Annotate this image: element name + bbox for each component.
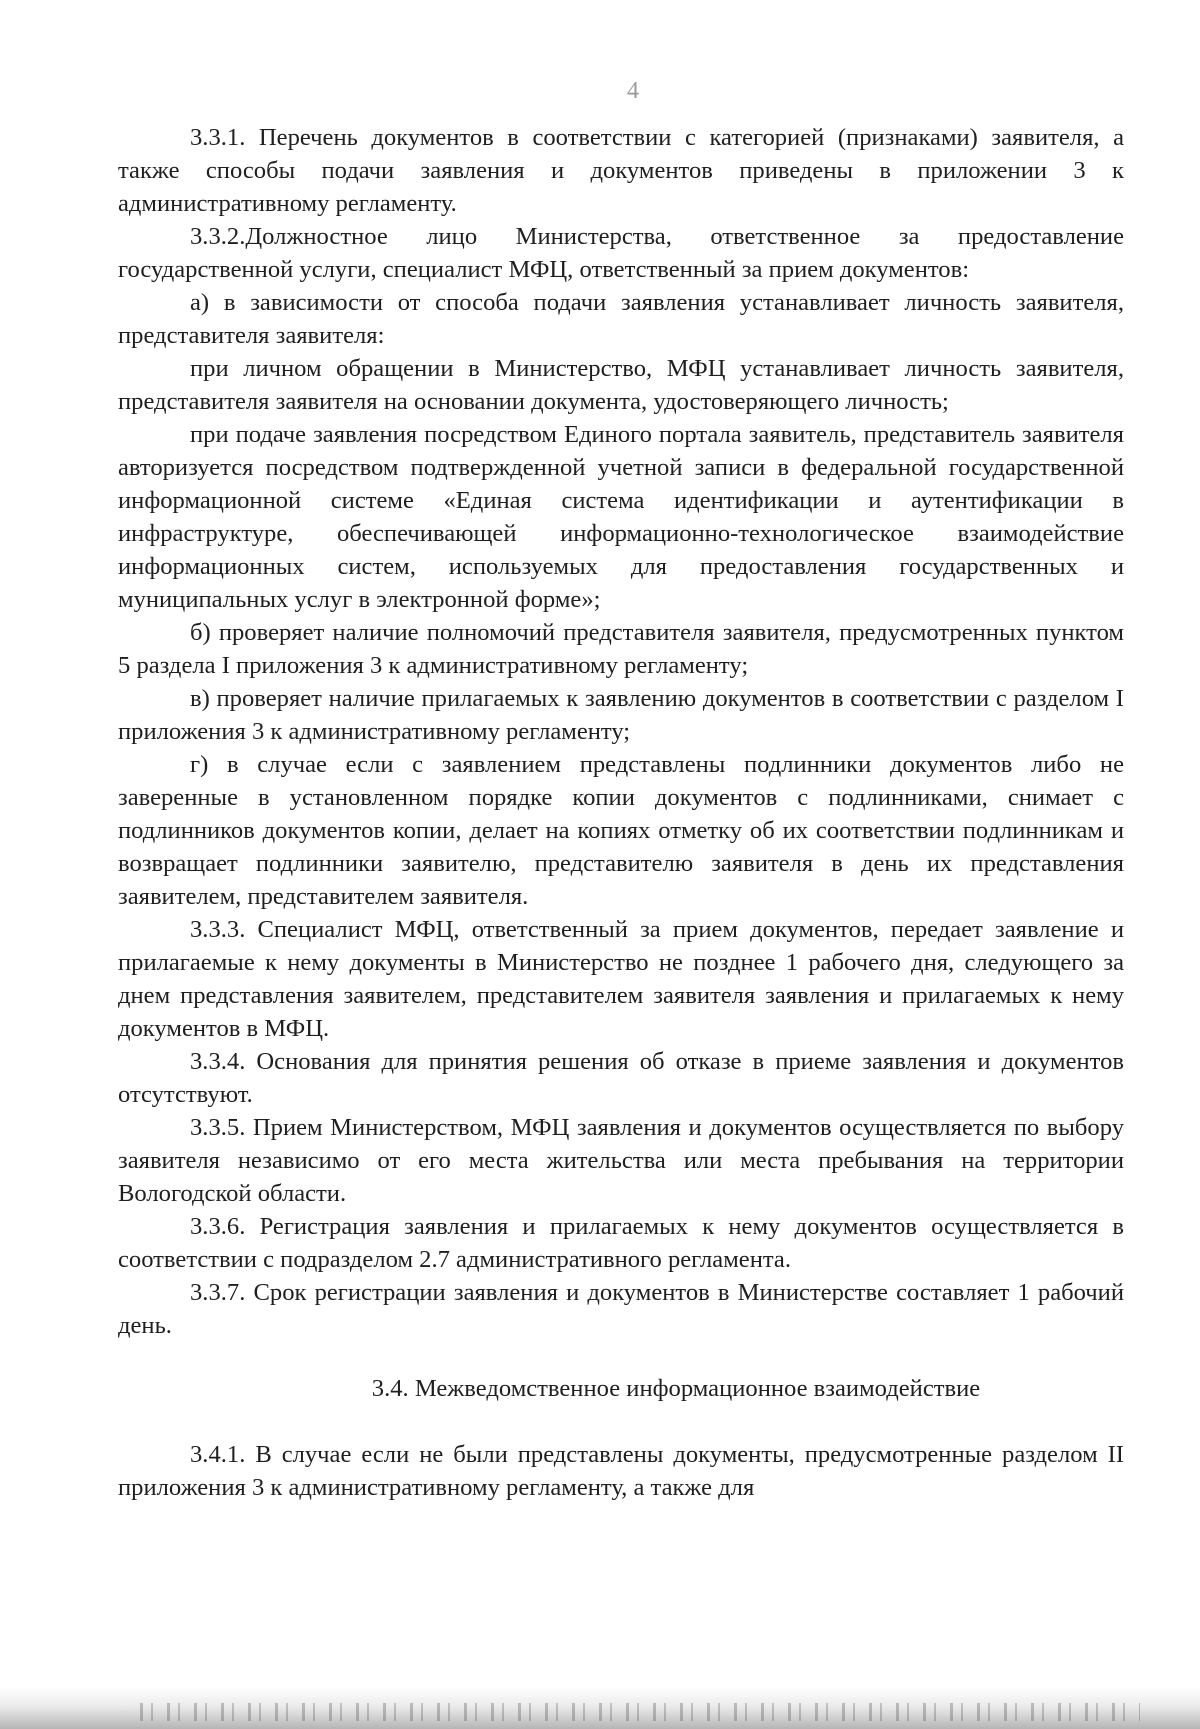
- paragraph-3-3-3: 3.3.3. Специалист МФЦ, ответственный за прием документов, передает заявление и прилагаемые к нему документы в Министерство не позднее 1 рабочего дня, следующего за днем представления заявителем, представителем заявителя заявления и прилагаемых к нему документов в МФЦ.: [118, 916, 1124, 1042]
- section-heading-3-4: 3.4. Межведомственное информационное взаимодействие: [371, 1375, 981, 1402]
- document-body: [118, 121, 1124, 1504]
- paragraph-3-3-6: 3.3.6. Регистрация заявления и прилагаемых к нему документов осуществляется в соответствии с подразделом 2.7 административного регламента.: [118, 1213, 1124, 1273]
- paragraph-3-3-2-b: б) проверяет наличие полномочий представителя заявителя, предусмотренных пунктом 5 раздела I приложения 3 к административному регламенту;: [118, 619, 1124, 679]
- paragraph-3-3-7: 3.3.7. Срок регистрации заявления и документов в Министерстве составляет 1 рабочий день.: [118, 1279, 1124, 1339]
- scan-noise: [140, 1703, 1140, 1721]
- paragraph-3-3-5: 3.3.5. Прием Министерством, МФЦ заявления и документов осуществляется по выбору заявителя независимо от его места жительства или места пребывания на территории Вологодской области.: [118, 1114, 1124, 1207]
- paragraph-3-3-2: 3.3.2.Должностное лицо Министерства, ответственное за предоставление государственной услуги, специалист МФЦ, ответственный за прием документов:: [118, 223, 1124, 283]
- paragraph-3-3-2-v: в) проверяет наличие прилагаемых к заявлению документов в соответствии с разделом I приложения 3 к административному регламенту;: [118, 685, 1124, 745]
- paragraph-3-3-1: 3.3.1. Перечень документов в соответствии с категорией (признаками) заявителя, а также способы подачи заявления и документов приведены в приложении 3 к административному регламенту.: [118, 124, 1124, 217]
- paragraph-3-3-2-a: а) в зависимости от способа подачи заявления устанавливает личность заявителя, представителя заявителя:: [118, 289, 1124, 349]
- paragraph-3-3-4: 3.3.4. Основания для принятия решения об отказе в приеме заявления и документов отсутствуют.: [118, 1048, 1124, 1108]
- paragraph-unified-portal: при подаче заявления посредством Единого портала заявитель, представитель заявителя авторизуется посредством подтвержденной учетной записи в федеральной государственной информационной системе «Единая система идентификации и аутентификации в инфраструктуре, обеспечивающей информационно-технологическое взаимодействие информационных систем, используемых для предоставления государственных и муниципальных услуг в электронной форме»;: [118, 421, 1124, 613]
- paragraph-personal-visit: при личном обращении в Министерство, МФЦ устанавливает личность заявителя, представителя заявителя на основании документа, удостоверяющего личность;: [118, 355, 1124, 415]
- paragraph-3-4-1: 3.4.1. В случае если не были представлены документы, предусмотренные разделом II приложения 3 к административному регламенту, а также для: [118, 1441, 1124, 1501]
- page-number: 4: [627, 78, 639, 104]
- paragraph-3-3-2-g: г) в случае если с заявлением представлены подлинники документов либо не заверенные в установленном порядке копии документов с подлинниками, снимает с подлинников документов копии, делает на копиях отметку об их соответствии подлинникам и возвращает подлинники заявителю, представителю заявителя в день их представления заявителем, представителем заявителя.: [118, 751, 1124, 910]
